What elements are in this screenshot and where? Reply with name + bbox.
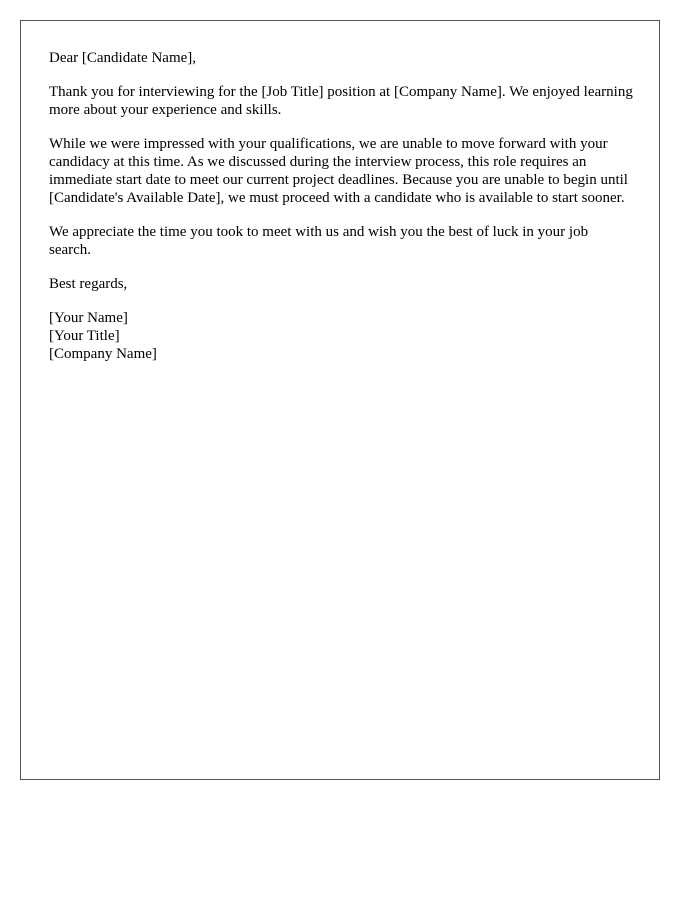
signature-company: [Company Name]: [49, 346, 157, 362]
paragraph-closing-wishes: We appreciate the time you took to meet with us and wish you the best of luck in your job search.: [49, 224, 589, 258]
paragraph-thank-you: Thank you for interviewing for the [Job Title] position at [Company Name]. We enjoyed learning more about your experience and skills.: [49, 84, 633, 118]
signature-name: [Your Name]: [49, 310, 128, 326]
signature-title: [Your Title]: [49, 328, 120, 344]
letter-page: [20, 20, 660, 780]
paragraph-decision: While we were impressed with your qualifications, we are unable to move forward with your candidacy at this time. As we discussed during the interview process, this role requires an immediate start date to meet our current project deadlines. Because you are unable to begin until [Candidate's Available Date], we must proceed with a candidate who is available to start sooner.: [49, 136, 628, 206]
closing: Best regards,: [49, 276, 128, 292]
letter-body: [49, 49, 633, 363]
salutation: Dear [Candidate Name],: [49, 50, 197, 66]
signature-block: [49, 309, 633, 363]
